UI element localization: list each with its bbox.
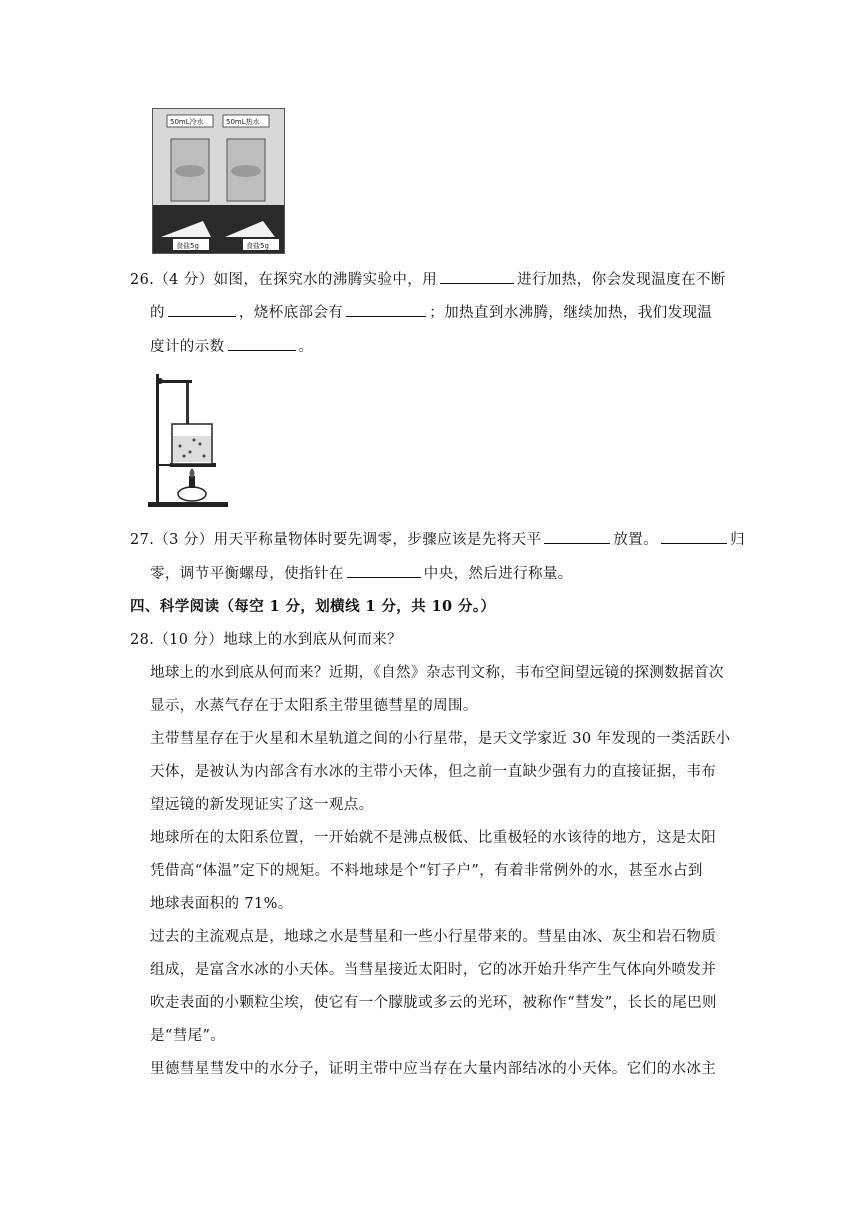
right-salt-label: 食盐5g	[246, 242, 269, 250]
answer-blank[interactable]	[440, 269, 514, 284]
right-beaker-label: 50mL热水	[226, 118, 260, 126]
answer-blank[interactable]	[168, 302, 236, 317]
passage-line: 吹走表面的小颗粒尘埃，使它有一个朦胧或多云的光环，被称作“彗发”，长长的尾巴则	[150, 995, 717, 1011]
beakers-photo	[152, 108, 285, 254]
q26-line1: 26.（4 分）如图，在探究水的沸腾实验中，用 进行加热，你会发现温度在不断	[130, 269, 726, 290]
passage-line: 过去的主流观点是，地球之水是彗星和一些小行星带来的。彗星由冰、灰尘和岩石物质	[150, 929, 717, 945]
answer-blank[interactable]	[544, 529, 610, 544]
answer-blank[interactable]	[347, 563, 421, 578]
passage-line: 地球上的水到底从何而来？近期，《自然》杂志刊文称，韦布空间望远镜的探测数据首次	[150, 665, 724, 681]
left-beaker-label: 50mL冷水	[170, 118, 204, 126]
boiling-apparatus-diagram	[146, 368, 234, 512]
q26-line2: 的 ，烧杯底部会有 ；加热直到水沸腾，继续加热，我们发现温	[150, 302, 712, 323]
passage-line: 里德彗星彗发中的水分子，证明主带中应当存在大量内部结冰的小天体。它们的水冰主	[150, 1061, 717, 1077]
q26-line3: 度计的示数 。	[150, 336, 313, 357]
q27-line1: 27.（3 分）用天平称量物体时要先调零，步骤应该是先将天平 放置。 归	[130, 529, 745, 550]
answer-blank[interactable]	[661, 529, 727, 544]
q28-title: 28.（10 分）地球上的水到底从何而来？	[130, 632, 403, 648]
answer-blank[interactable]	[346, 302, 426, 317]
passage-line: 组成，是富含水冰的小天体。当彗星接近太阳时，它的冰开始升华产生气体向外喷发并	[150, 962, 717, 978]
passage-line: 天体，是被认为内部含有水冰的主带小天体，但之前一直缺少强有力的直接证据，韦布	[150, 764, 717, 780]
passage-line: 主带彗星存在于火星和木星轨道之间的小行星带，是天文学家近 30 年发现的一类活跃小	[150, 731, 731, 747]
passage-line: 望远镜的新发现证实了这一观点。	[150, 797, 374, 813]
passage-line: 地球表面积的 71%。	[150, 896, 293, 912]
passage-line: 地球所在的太阳系位置，一开始就不是沸点极低、比重极轻的水该待的地方，这是太阳	[150, 830, 717, 846]
passage-line: 是“彗尾”。	[150, 1028, 226, 1044]
answer-blank[interactable]	[228, 336, 296, 351]
section-heading: 四、科学阅读（每空 1 分，划横线 1 分，共 10 分。）	[130, 598, 496, 615]
q27-line2: 零，调节平衡螺母，使指针在 中央，然后进行称量。	[150, 563, 573, 584]
passage-line: 凭借高“体温”定下的规矩。不料地球是个“钉子户”，有着非常例外的水，甚至水占到	[150, 863, 703, 879]
left-salt-label: 食盐5g	[176, 242, 199, 250]
passage-line: 显示，水蒸气存在于太阳系主带里德彗星的周围。	[150, 698, 478, 714]
